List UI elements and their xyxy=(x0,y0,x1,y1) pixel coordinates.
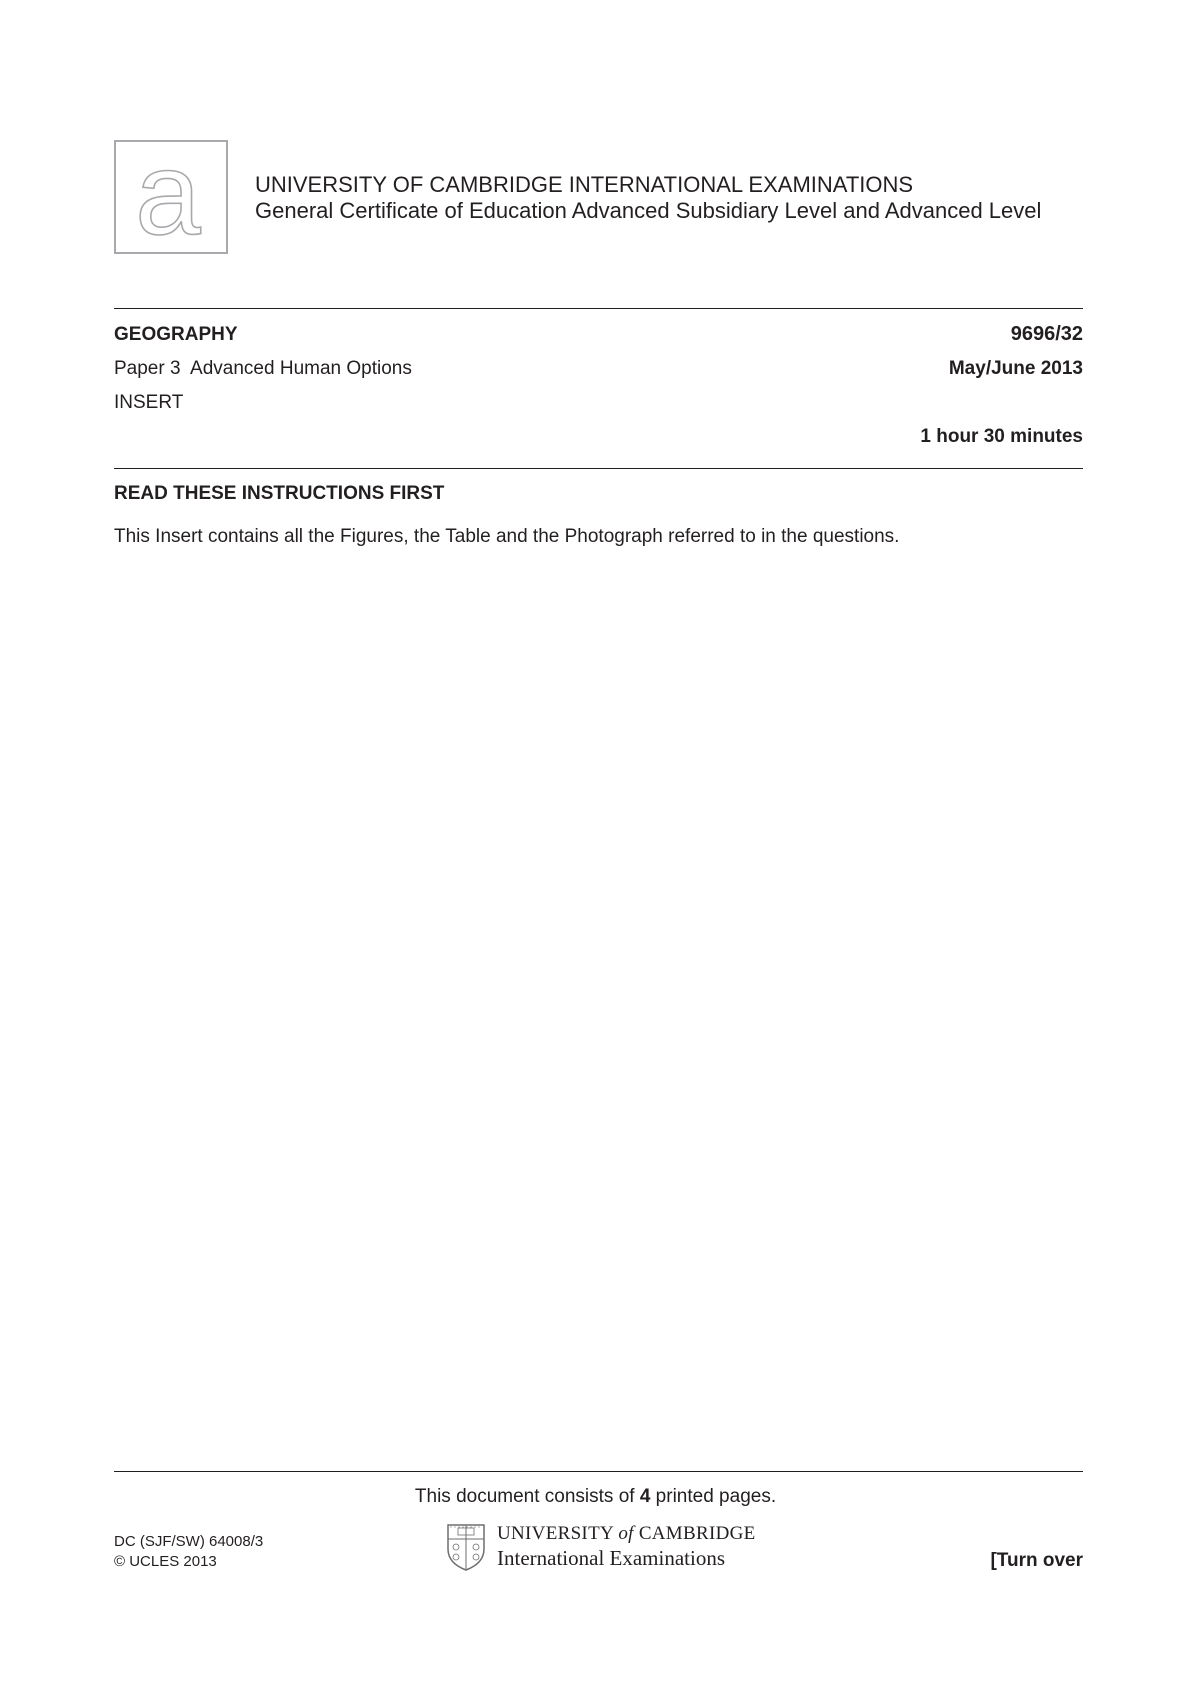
exam-session: May/June 2013 xyxy=(948,358,1083,379)
pages-suffix: printed pages. xyxy=(650,1486,777,1507)
instructions-heading: READ THESE INSTRUCTIONS FIRST xyxy=(114,483,445,504)
logo-name-of: of xyxy=(618,1523,634,1544)
logo-name-part2: CAMBRIDGE xyxy=(638,1523,756,1544)
exam-duration: 1 hour 30 minutes xyxy=(920,426,1083,447)
logo-letter: a xyxy=(135,142,201,252)
cambridge-logo-name xyxy=(497,1523,756,1545)
logo-name-part1: UNIVERSITY xyxy=(497,1523,614,1544)
cie-logo xyxy=(114,140,228,254)
syllabus-code: 9696/32 xyxy=(1010,323,1083,345)
letter-a-logo-icon xyxy=(116,142,226,252)
instructions-divider xyxy=(114,468,1083,469)
cambridge-logo-subtitle: International Examinations xyxy=(497,1546,726,1570)
institution-name: UNIVERSITY OF CAMBRIDGE INTERNATIONAL EXAMINATIONS xyxy=(255,172,914,197)
pages-prefix: This document consists of xyxy=(414,1486,640,1507)
document-type: INSERT xyxy=(114,392,184,413)
instructions-text: This Insert contains all the Figures, the Table and the Photograph referred to in the questions. xyxy=(114,526,900,547)
pages-count: 4 xyxy=(639,1486,651,1507)
page-count-statement xyxy=(0,1486,1191,1508)
document-reference: DC (SJF/SW) 64008/3 xyxy=(114,1533,264,1550)
footer-divider xyxy=(114,1471,1083,1472)
cambridge-crest-icon xyxy=(446,1523,486,1571)
turn-over-notice: [Turn over xyxy=(990,1550,1083,1571)
qualification-name: General Certificate of Education Advanced Subsidiary Level and Advanced Level xyxy=(255,198,1042,223)
paper-title: Paper 3 Advanced Human Options xyxy=(114,358,412,379)
subject-title: GEOGRAPHY xyxy=(114,324,238,345)
header-divider xyxy=(114,308,1083,309)
copyright-notice: © UCLES 2013 xyxy=(114,1553,217,1570)
